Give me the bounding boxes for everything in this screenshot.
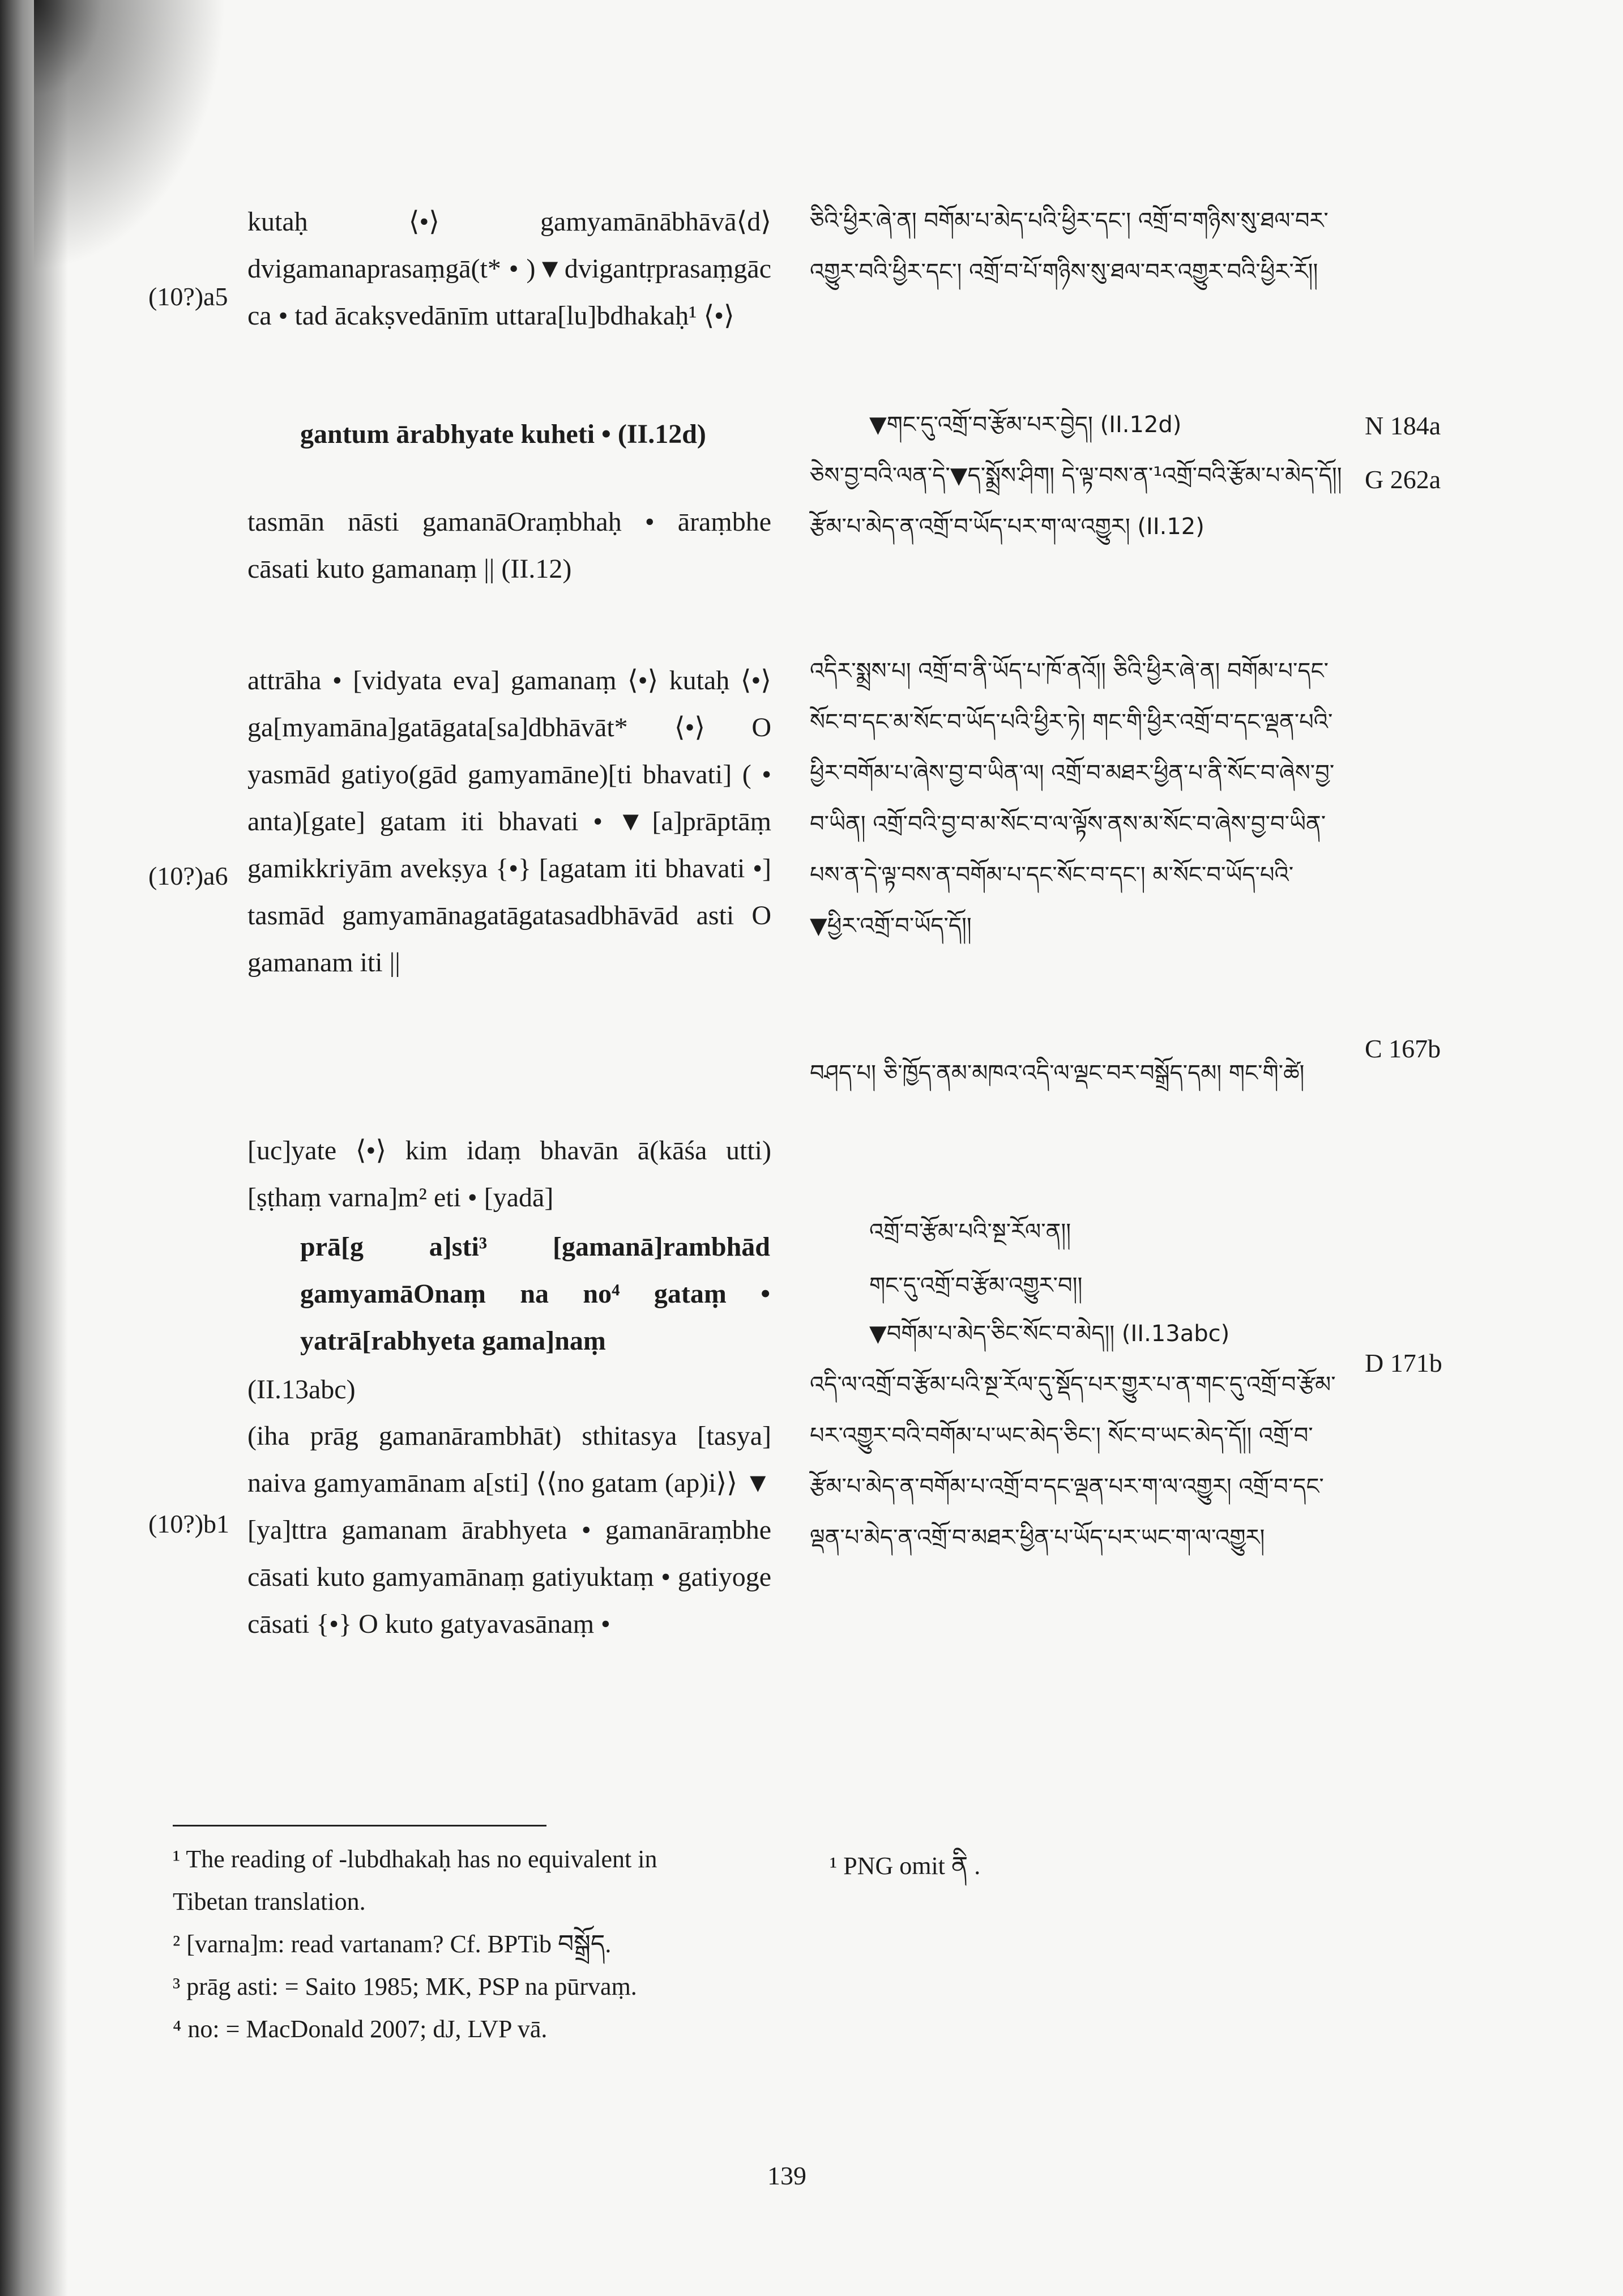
tibetan-verse-line-1: འགྲོ་བ་རྩོམ་པའི་སྔ་རོལ་ན།། — [869, 1219, 1071, 1245]
tibetan-verse-line-2: གང་དུ་འགྲོ་བ་རྩོམ་འགྱུར་བ།། — [869, 1273, 1083, 1299]
margin-ref-G262a: G 262a — [1365, 465, 1441, 494]
sanskrit-verse-ref: (II.13abc) — [247, 1375, 356, 1405]
page-number: 139 — [767, 2161, 806, 2190]
footnote-2: ² [varna]m: read vartanam? Cf. BPTib བསྒྲོད. — [173, 1930, 612, 1958]
margin-ref-a6: (10?)a6 — [148, 861, 228, 890]
margin-ref-b1: (10?)b1 — [148, 1509, 230, 1538]
margin-ref-N184a: N 184a — [1365, 411, 1441, 440]
sanskrit-verse-II13abc: prā[g a]sti³ [gamanā]rambhād gamyamāOnaṃ na no⁴ gataṃ • yatrā[rabhyeta gama]naṃ — [300, 1232, 770, 1356]
tibetan-para-3: འདིར་སྨྲས་པ། འགྲོ་བ་ནི་ཡོད་པ་ཁོ་ནའོ།། ཅིའི་ཕྱིར་ཞེ་ན། བགོམ་པ་དང་སོང་བ་དང་མ་སོང་བ་ཡོད་པའི་ཕྱིར་ཏེ། གང་གི་ཕྱིར་འགྲོ་བ་དང་ལྡན་པའི་ཕྱིར་བགོམ་པ་ཞེས་བྱ་བ་ཡིན་ལ། འགྲོ་བ་མཐར་ཕྱིན་པ་ནི་སོང་བ་ཞེས་བྱ་བ་ཡིན། འགྲོ་བའི་བྱ་བ་མ་སོང་བ་ལ་ལྟོས་ནས་མ་སོང་བ་ཞེས་བྱ་བ་ཡིན་པས་ན་དེ་ལྟ་བས་ན་བགོམ་པ་དང་སོང་བ་དང་། མ་སོང་བ་ཡོད་པའི་▼ཕྱིར་འགྲོ་བ་ཡོད་དོ།། — [810, 658, 1335, 939]
footnote-1: ¹ The reading of -lubdhakaḥ has no equivalent in Tibetan translation. — [173, 1845, 657, 1915]
footnote-3: ³ prāg asti: = Saito 1985; MK, PSP na pūrvaṃ. — [173, 1973, 637, 2000]
sanskrit-para-3: attrāha • [vidyata eva] gamanaṃ ⟨•⟩ kutaḥ ⟨•⟩ ga[myamāna]gatāgata[sa]dbhāvāt* ⟨•⟩ O yasmād gatiyo(gād gamyamāne)[ti bhavati] ( • anta)[gate] gatam iti bhavati • ▼[a]prāptāṃ gamikkriyām avekṣya {•} [agatam iti bhavati •] tasmād gamyamānagatāgatasadbhāvād asti O gamanam iti || — [247, 665, 771, 978]
sanskrit-para-2: tasmān nāsti gamanāOraṃbhaḥ • āraṃbhe cāsati kuto gamanaṃ || (II.12) — [247, 507, 771, 584]
margin-ref-D171b: D 171b — [1365, 1348, 1442, 1377]
footnote-4: ⁴ no: = MacDonald 2007; dJ, LVP vā. — [173, 2015, 548, 2043]
tibetan-para-5: འདི་ལ་འགྲོ་བ་རྩོམ་པའི་སྔ་རོལ་དུ་སྡོད་པར་གྱུར་པ་ན་གང་དུ་འགྲོ་བ་རྩོམ་པར་འགྱུར་བའི་བགོམ་པ་ཡང་མེད་ཅིང་། སོང་བ་ཡང་མེད་དོ།། འགྲོ་བ་རྩོམ་པ་མེད་ན་བགོམ་པ་འགྲོ་བ་དང་ལྡན་པར་ག་ལ་འགྱུར། འགྲོ་བ་དང་ལྡན་པ་མེད་ན་འགྲོ་བ་མཐར་ཕྱིན་པ་ཡོད་པར་ཡང་ག་ལ་འགྱུར། — [810, 1372, 1336, 1551]
book-spine-shadow-corner — [34, 0, 227, 272]
footnote-tibetan-1: ¹ PNG omit ནི . — [830, 1852, 981, 1880]
tibetan-para-2: ཅེས་བྱ་བའི་ལན་དེ་▼ད་སྨྲོས་ཤིག། དེ་ལྟ་བས་ན་¹འགྲོ་བའི་རྩོམ་པ་མེད་དོ།། རྩོམ་པ་མེད་ན་འགྲོ་བ་ཡོད་པར་ག་ལ་འགྱུར། (II.12) — [810, 463, 1342, 540]
tibetan-verse-line-3: ▼བགོམ་པ་མེད་ཅིང་སོང་བ་མེད།། (II.13abc) — [869, 1321, 1230, 1347]
sanskrit-para-4: [uc]yate ⟨•⟩ kim idaṃ bhavān ā(kāśa utti)[ṣṭhaṃ varna]m² eti • [yadā] — [247, 1136, 771, 1213]
tibetan-para-1: ཅིའི་ཕྱིར་ཞེ་ན། བགོམ་པ་མེད་པའི་ཕྱིར་དང་། འགྲོ་བ་གཉིས་སུ་ཐལ་བར་འགྱུར་བའི་ཕྱིར་དང་། འགྲོ་བ་པོ་གཉིས་སུ་ཐལ་བར་འགྱུར་བའི་ཕྱིར་རོ།། — [810, 208, 1329, 285]
margin-ref-C167b: C 167b — [1365, 1034, 1441, 1063]
book-spine-shadow — [0, 0, 68, 2296]
sanskrit-para-1: kutaḥ ⟨•⟩ gamyamānābhāvā⟨d⟩ dvigamanaprasaṃgā(t* • )▼dvigantṛprasaṃgāc ca • tad ācakṣvedānīm uttara[lu]bdhakaḥ¹ ⟨•⟩ — [247, 207, 771, 331]
tibetan-verse-II12d: ▼གང་དུ་འགྲོ་བ་རྩོམ་པར་བྱེད། (II.12d) — [869, 412, 1182, 438]
sanskrit-verse-II12d: gantum ārabhyate kuheti • (II.12d) — [300, 419, 706, 449]
sanskrit-para-5: (iha prāg gamanārambhāt) sthitasya [tasya] naiva gamyamānam a[sti] ⟨⟨no gatam (ap)i⟩⟩ ▼ [ya]ttra gamanam ārabhyeta • gamanāraṃbhe cāsati kuto gamyamānaṃ gatiyuktaṃ • gatiyoge cāsati {•} O kuto gatyavasānaṃ • — [247, 1421, 771, 1639]
margin-ref-a5: (10?)a5 — [148, 282, 228, 311]
tibetan-para-4: བཤད་པ། ཅི་ཁྱོད་ནམ་མཁའ་འདི་ལ་ལྡང་བར་བསྒྲོད་དམ། གང་གི་ཚེ། — [810, 1060, 1305, 1086]
footnote-rule — [173, 1825, 546, 1826]
